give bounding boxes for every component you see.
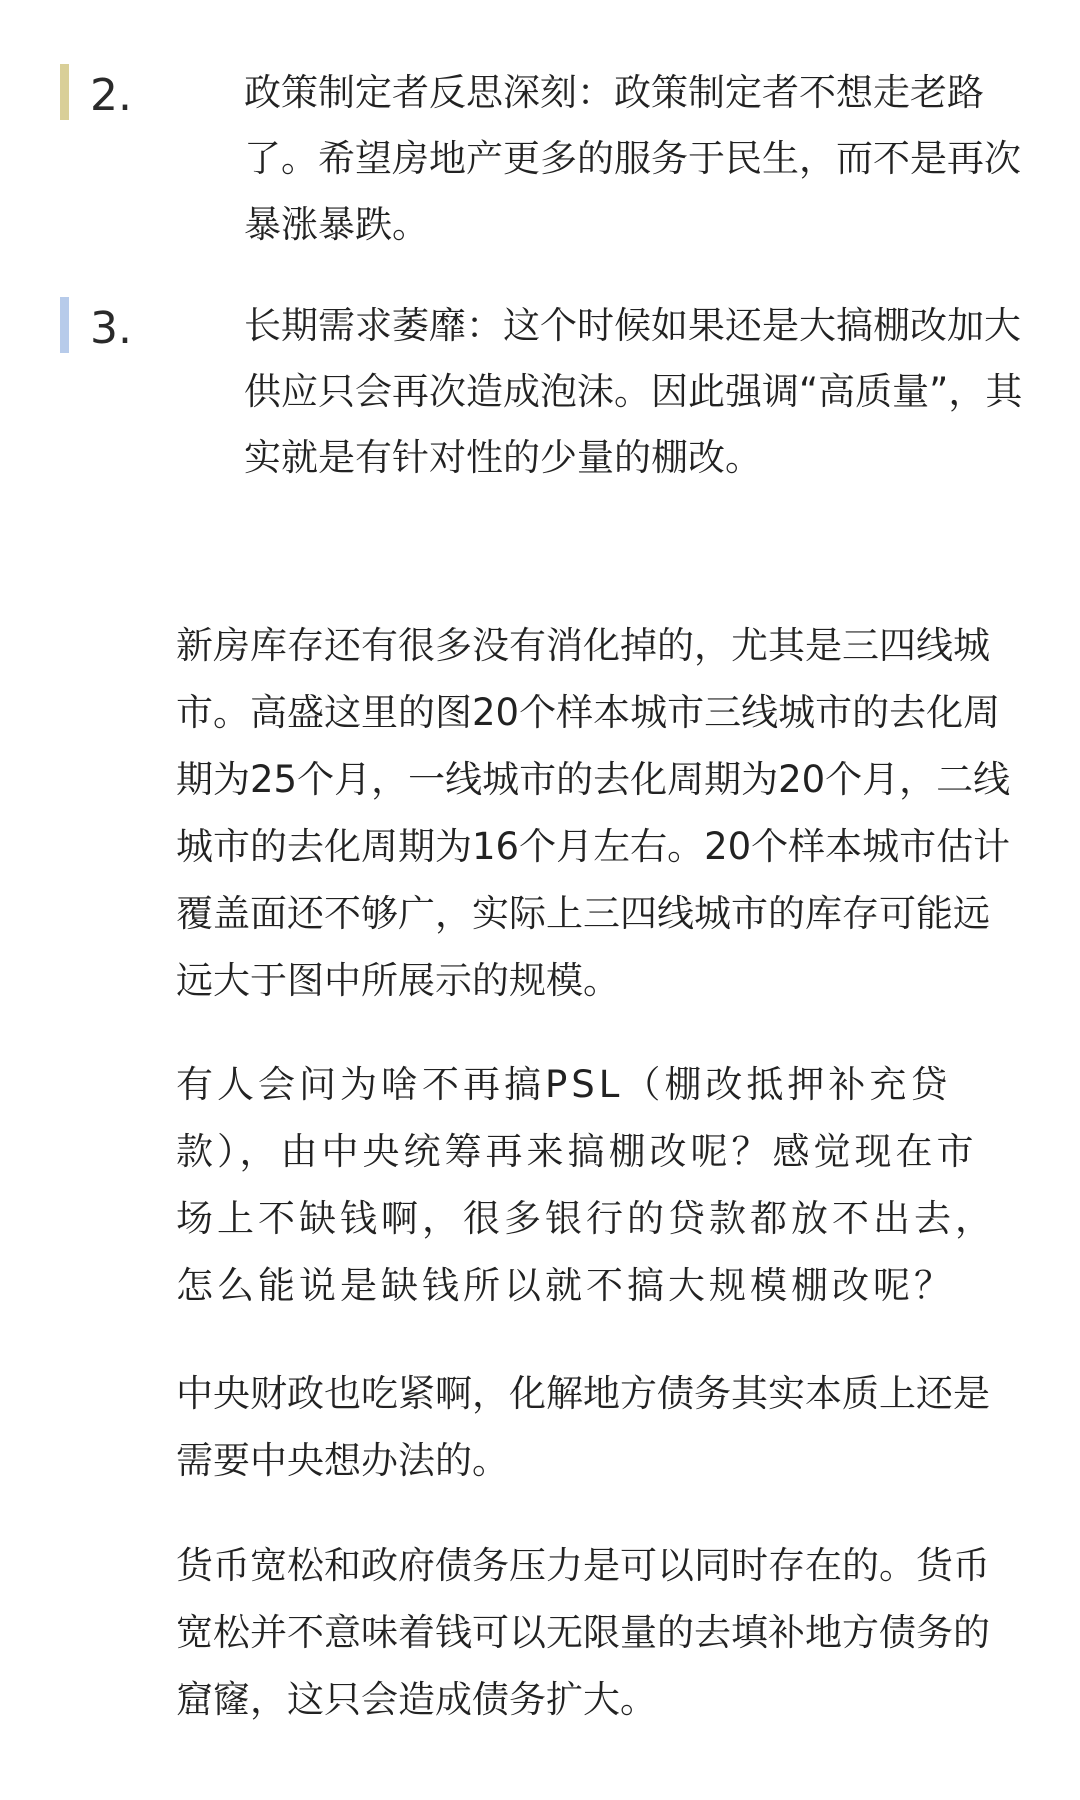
paragraph-central-finance: 中央财政也吃紧啊，化解地方债务其实本质上还是需要中央想办法的。 bbox=[176, 1372, 990, 1482]
list-number: 3. bbox=[90, 303, 132, 354]
list-item-text: 政策制定者反思深刻：政策制定者不想走老路了。希望房地产更多的服务于民生，而不是再次暴涨暴跌。 bbox=[244, 71, 1021, 246]
list-item-text: 长期需求萎靡：这个时候如果还是大搞棚改加大供应只会再次造成泡沫。因此强调“高质量”，其实就是有针对性的少量的棚改。 bbox=[244, 304, 1023, 479]
list-marker-bar bbox=[60, 297, 69, 353]
paragraph-monetary-easing: 货币宽松和政府债务压力是可以同时存在的。货币宽松并不意味着钱可以无限量的去填补地方债务的窟窿，这只会造成债务扩大。 bbox=[176, 1544, 990, 1721]
paragraph-inventory: 新房库存还有很多没有消化掉的，尤其是三四线城市。高盛这里的图20个样本城市三线城市的去化周期为25个月，一线城市的去化周期为20个月，二线城市的去化周期为16个月左右。20个样本城市估计覆盖面还不够广，实际上三四线城市的库存可能远远大于图中所展示的规模。 bbox=[176, 624, 1011, 1002]
list-marker-bar bbox=[60, 64, 69, 120]
paragraph-psl-question: 有人会问为啥不再搞PSL（棚改抵押补充贷款），由中央统筹再来搞棚改呢？感觉现在市场上不缺钱啊，很多银行的贷款都放不出去，怎么能说是缺钱所以就不搞大规模棚改呢？ bbox=[176, 1063, 996, 1307]
list-number: 2. bbox=[90, 70, 132, 121]
